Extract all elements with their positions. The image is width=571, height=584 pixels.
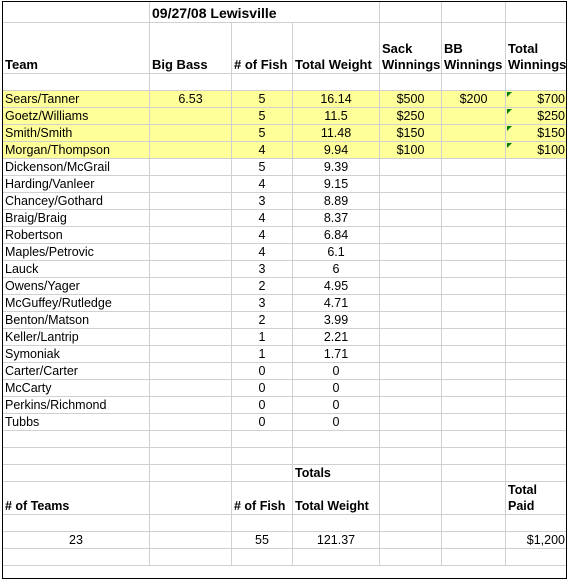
cell[interactable] — [293, 448, 380, 465]
num-fish-cell[interactable]: 1 — [232, 346, 293, 363]
total-weight-cell[interactable]: 4.95 — [293, 278, 380, 295]
cell[interactable] — [506, 74, 567, 91]
bb-winnings-cell[interactable] — [442, 414, 506, 431]
cell[interactable] — [232, 431, 293, 448]
total-winnings-cell[interactable] — [506, 193, 567, 210]
cell[interactable] — [442, 2, 506, 23]
header-num-fish[interactable]: # of Fish — [232, 23, 293, 74]
total-winnings-cell[interactable] — [506, 210, 567, 227]
sack-winnings-cell[interactable] — [380, 278, 442, 295]
total-winnings-cell[interactable]: $700 — [506, 91, 567, 108]
table-row — [3, 363, 568, 380]
num-fish-cell[interactable]: 4 — [232, 142, 293, 159]
total-winnings-cell[interactable] — [506, 227, 567, 244]
cell[interactable] — [380, 431, 442, 448]
team-cell[interactable]: Braig/Braig — [3, 210, 150, 227]
total-weight-cell[interactable]: 8.89 — [293, 193, 380, 210]
cell[interactable] — [3, 431, 150, 448]
cell[interactable] — [293, 74, 380, 91]
big-bass-cell[interactable] — [150, 346, 232, 363]
cell[interactable] — [293, 549, 380, 566]
bb-winnings-cell[interactable] — [442, 193, 506, 210]
totals-label-row — [3, 465, 568, 482]
big-bass-cell[interactable] — [150, 261, 232, 278]
total-winnings-cell[interactable] — [506, 380, 567, 397]
num-fish-cell[interactable]: 0 — [232, 363, 293, 380]
totals-num-fish-header[interactable]: # of Fish — [232, 482, 293, 515]
table-row — [3, 295, 568, 312]
table-row — [3, 380, 568, 397]
bb-winnings-cell[interactable] — [442, 312, 506, 329]
bb-winnings-cell[interactable] — [442, 142, 506, 159]
sack-winnings-cell[interactable] — [380, 329, 442, 346]
table-row — [3, 142, 568, 159]
bb-winnings-cell[interactable] — [442, 295, 506, 312]
cell[interactable] — [3, 74, 150, 91]
sack-winnings-cell[interactable] — [380, 312, 442, 329]
cell[interactable] — [506, 515, 567, 532]
sack-winnings-cell[interactable]: $250 — [380, 108, 442, 125]
total-weight-cell[interactable]: 9.39 — [293, 159, 380, 176]
cell[interactable] — [150, 448, 232, 465]
total-weight-cell[interactable]: 16.14 — [293, 91, 380, 108]
cell[interactable] — [150, 431, 232, 448]
total-weight-cell[interactable]: 11.5 — [293, 108, 380, 125]
total-winnings-cell[interactable] — [506, 159, 567, 176]
bb-winnings-cell[interactable] — [442, 261, 506, 278]
team-cell[interactable]: Symoniak — [3, 346, 150, 363]
total-winnings-cell[interactable] — [506, 312, 567, 329]
bb-winnings-cell[interactable] — [442, 159, 506, 176]
total-weight-cell[interactable]: 3.99 — [293, 312, 380, 329]
num-fish-cell[interactable]: 4 — [232, 227, 293, 244]
bb-winnings-cell[interactable] — [442, 125, 506, 142]
sack-winnings-cell[interactable]: $100 — [380, 142, 442, 159]
total-winnings-cell[interactable] — [506, 278, 567, 295]
cell[interactable] — [232, 465, 293, 482]
cell[interactable] — [442, 482, 506, 515]
big-bass-cell[interactable] — [150, 329, 232, 346]
sack-winnings-cell[interactable] — [380, 346, 442, 363]
total-weight-cell[interactable]: 0 — [293, 363, 380, 380]
title-row — [3, 2, 568, 23]
sack-winnings-cell[interactable] — [380, 193, 442, 210]
num-fish-cell[interactable]: 5 — [232, 108, 293, 125]
total-winnings-cell[interactable] — [506, 397, 567, 414]
big-bass-cell[interactable] — [150, 397, 232, 414]
sheet-title-cell[interactable] — [150, 2, 380, 23]
table-row — [3, 108, 568, 125]
total-winnings-cell[interactable]: $250 — [506, 108, 567, 125]
table-row — [3, 125, 568, 142]
total-winnings-cell[interactable] — [506, 414, 567, 431]
cell[interactable] — [506, 431, 567, 448]
big-bass-cell[interactable] — [150, 244, 232, 261]
cell[interactable] — [380, 448, 442, 465]
num-fish-cell[interactable]: 2 — [232, 278, 293, 295]
table-row — [3, 210, 568, 227]
total-weight-cell[interactable]: 0 — [293, 397, 380, 414]
cell[interactable] — [232, 74, 293, 91]
team-cell[interactable]: Carter/Carter — [3, 363, 150, 380]
team-cell[interactable]: McCarty — [3, 380, 150, 397]
total-winnings-cell[interactable] — [506, 363, 567, 380]
sheet-title: 09/27/08 Lewisville — [152, 5, 277, 21]
totals-num-fish-value[interactable]: 55 — [232, 532, 293, 549]
cell[interactable] — [150, 532, 232, 549]
big-bass-cell[interactable] — [150, 193, 232, 210]
sack-winnings-cell[interactable] — [380, 210, 442, 227]
total-weight-cell[interactable]: 6 — [293, 261, 380, 278]
header-big-bass[interactable]: Big Bass — [150, 23, 232, 74]
total-weight-cell[interactable]: 9.15 — [293, 176, 380, 193]
team-cell[interactable]: Lauck — [3, 261, 150, 278]
total-weight-cell[interactable]: 0 — [293, 380, 380, 397]
team-cell[interactable]: Harding/Vanleer — [3, 176, 150, 193]
cell[interactable] — [442, 549, 506, 566]
header-team[interactable]: Team — [3, 23, 150, 74]
bb-winnings-cell[interactable] — [442, 210, 506, 227]
bb-winnings-cell[interactable] — [442, 397, 506, 414]
totals-value-row — [3, 532, 568, 549]
bb-winnings-cell[interactable] — [442, 278, 506, 295]
team-cell[interactable]: Chancey/Gothard — [3, 193, 150, 210]
cell[interactable] — [293, 515, 380, 532]
total-winnings-cell[interactable] — [506, 244, 567, 261]
total-paid-header[interactable]: Total Paid — [506, 482, 567, 515]
big-bass-cell[interactable] — [150, 380, 232, 397]
big-bass-cell[interactable] — [150, 363, 232, 380]
total-weight-cell[interactable]: 0 — [293, 414, 380, 431]
team-cell[interactable]: Morgan/Thompson — [3, 142, 150, 159]
total-winnings-cell[interactable]: $100 — [506, 142, 567, 159]
team-cell[interactable]: Smith/Smith — [3, 125, 150, 142]
empty-row — [3, 431, 568, 448]
team-cell[interactable]: Dickenson/McGrail — [3, 159, 150, 176]
table-row — [3, 346, 568, 363]
big-bass-cell[interactable] — [150, 159, 232, 176]
empty-row — [3, 515, 568, 532]
cell[interactable] — [150, 465, 232, 482]
team-cell[interactable]: Perkins/Richmond — [3, 397, 150, 414]
sack-winnings-cell[interactable] — [380, 363, 442, 380]
cell[interactable] — [150, 515, 232, 532]
total-winnings-cell[interactable] — [506, 295, 567, 312]
cell[interactable] — [3, 465, 150, 482]
num-fish-cell[interactable]: 3 — [232, 193, 293, 210]
header-total-weight[interactable]: Total Weight — [293, 23, 380, 74]
bb-winnings-cell[interactable]: $200 — [442, 91, 506, 108]
table-row — [3, 397, 568, 414]
num-fish-cell[interactable]: 4 — [232, 244, 293, 261]
cell[interactable] — [3, 448, 150, 465]
cell[interactable] — [442, 74, 506, 91]
sack-winnings-cell[interactable]: $500 — [380, 91, 442, 108]
big-bass-cell[interactable] — [150, 312, 232, 329]
sack-winnings-cell[interactable] — [380, 244, 442, 261]
bb-winnings-cell[interactable] — [442, 244, 506, 261]
totals-weight-header[interactable]: Total Weight — [293, 482, 380, 515]
team-cell[interactable]: Benton/Matson — [3, 312, 150, 329]
bb-winnings-cell[interactable] — [442, 227, 506, 244]
sack-winnings-cell[interactable] — [380, 176, 442, 193]
header-row — [3, 23, 568, 74]
cell[interactable] — [442, 515, 506, 532]
big-bass-cell[interactable] — [150, 414, 232, 431]
cell[interactable] — [380, 549, 442, 566]
big-bass-cell[interactable] — [150, 176, 232, 193]
sack-winnings-cell[interactable] — [380, 380, 442, 397]
table-row — [3, 244, 568, 261]
big-bass-cell[interactable] — [150, 108, 232, 125]
num-fish-cell[interactable]: 0 — [232, 397, 293, 414]
cell[interactable] — [380, 515, 442, 532]
big-bass-cell[interactable] — [150, 125, 232, 142]
table-row — [3, 159, 568, 176]
cell[interactable] — [506, 465, 567, 482]
total-winnings-cell[interactable] — [506, 329, 567, 346]
header-sack-winnings[interactable]: Sack Winnings — [380, 23, 442, 74]
table-row — [3, 193, 568, 210]
cell[interactable] — [380, 465, 442, 482]
total-weight-cell[interactable]: 6.84 — [293, 227, 380, 244]
cell[interactable] — [442, 465, 506, 482]
team-cell[interactable]: Tubbs — [3, 414, 150, 431]
sack-winnings-cell[interactable] — [380, 397, 442, 414]
cell[interactable] — [442, 532, 506, 549]
num-fish-cell[interactable]: 3 — [232, 295, 293, 312]
cell[interactable] — [232, 549, 293, 566]
team-cell[interactable]: Goetz/Williams — [3, 108, 150, 125]
team-cell[interactable]: McGuffey/Rutledge — [3, 295, 150, 312]
totals-header-row — [3, 482, 568, 515]
cell[interactable] — [442, 431, 506, 448]
sack-winnings-cell[interactable] — [380, 261, 442, 278]
empty-row — [3, 549, 568, 566]
total-weight-cell[interactable]: 2.21 — [293, 329, 380, 346]
cell[interactable] — [380, 74, 442, 91]
cell[interactable] — [506, 448, 567, 465]
big-bass-cell[interactable] — [150, 210, 232, 227]
spreadsheet — [2, 1, 567, 579]
cell[interactable] — [232, 515, 293, 532]
totals-weight-value[interactable]: 121.37 — [293, 532, 380, 549]
table-row — [3, 312, 568, 329]
total-weight-cell[interactable]: 4.71 — [293, 295, 380, 312]
cell[interactable] — [442, 448, 506, 465]
table-row — [3, 329, 568, 346]
num-fish-cell[interactable]: 5 — [232, 91, 293, 108]
num-fish-cell[interactable]: 3 — [232, 261, 293, 278]
num-fish-cell[interactable]: 4 — [232, 210, 293, 227]
cell[interactable] — [232, 448, 293, 465]
table-row — [3, 91, 568, 108]
total-weight-cell[interactable]: 1.71 — [293, 346, 380, 363]
num-fish-cell[interactable]: 2 — [232, 312, 293, 329]
cell[interactable] — [3, 515, 150, 532]
total-winnings-cell[interactable]: $150 — [506, 125, 567, 142]
sack-winnings-cell[interactable] — [380, 227, 442, 244]
table-row — [3, 414, 568, 431]
team-cell[interactable]: Robertson — [3, 227, 150, 244]
empty-row — [3, 448, 568, 465]
spacer-row — [3, 74, 568, 91]
big-bass-cell[interactable] — [150, 227, 232, 244]
team-cell[interactable]: Keller/Lantrip — [3, 329, 150, 346]
team-cell[interactable]: Owens/Yager — [3, 278, 150, 295]
big-bass-cell[interactable] — [150, 142, 232, 159]
num-teams-value[interactable]: 23 — [3, 532, 150, 549]
table-row — [3, 278, 568, 295]
table-row — [3, 176, 568, 193]
cell[interactable] — [380, 2, 442, 23]
team-cell[interactable]: Maples/Petrovic — [3, 244, 150, 261]
big-bass-cell[interactable]: 6.53 — [150, 91, 232, 108]
cell[interactable] — [3, 2, 150, 23]
total-winnings-cell[interactable] — [506, 176, 567, 193]
sack-winnings-cell[interactable] — [380, 159, 442, 176]
big-bass-cell[interactable] — [150, 295, 232, 312]
total-paid-value[interactable]: $1,200 — [506, 532, 567, 549]
cell[interactable] — [380, 532, 442, 549]
cell[interactable] — [3, 549, 150, 566]
num-fish-cell[interactable]: 1 — [232, 329, 293, 346]
bb-winnings-cell[interactable] — [442, 108, 506, 125]
num-teams-header[interactable]: # of Teams — [3, 482, 150, 515]
bb-winnings-cell[interactable] — [442, 346, 506, 363]
header-total-winnings[interactable]: Total Winnings — [506, 23, 567, 74]
cell[interactable] — [506, 2, 567, 23]
cell[interactable] — [150, 549, 232, 566]
total-winnings-cell[interactable] — [506, 346, 567, 363]
sack-winnings-cell[interactable] — [380, 295, 442, 312]
results-table — [2, 1, 567, 566]
cell[interactable] — [506, 549, 567, 566]
num-fish-cell[interactable]: 0 — [232, 380, 293, 397]
total-weight-cell[interactable]: 9.94 — [293, 142, 380, 159]
table-row — [3, 261, 568, 278]
num-fish-cell[interactable]: 0 — [232, 414, 293, 431]
total-weight-cell[interactable]: 6.1 — [293, 244, 380, 261]
total-winnings-cell[interactable] — [506, 261, 567, 278]
cell[interactable] — [293, 431, 380, 448]
team-cell[interactable]: Sears/Tanner — [3, 91, 150, 108]
bb-winnings-cell[interactable] — [442, 380, 506, 397]
totals-label[interactable]: Totals — [293, 465, 380, 482]
cell[interactable] — [150, 74, 232, 91]
total-weight-cell[interactable]: 8.37 — [293, 210, 380, 227]
big-bass-cell[interactable] — [150, 278, 232, 295]
num-fish-cell[interactable]: 5 — [232, 159, 293, 176]
bb-winnings-cell[interactable] — [442, 329, 506, 346]
sack-winnings-cell[interactable] — [380, 414, 442, 431]
num-fish-cell[interactable]: 4 — [232, 176, 293, 193]
header-bb-winnings[interactable]: BB Winnings — [442, 23, 506, 74]
table-row — [3, 227, 568, 244]
cell[interactable] — [150, 482, 232, 515]
cell[interactable] — [380, 482, 442, 515]
bb-winnings-cell[interactable] — [442, 176, 506, 193]
sack-winnings-cell[interactable]: $150 — [380, 125, 442, 142]
num-fish-cell[interactable]: 5 — [232, 125, 293, 142]
total-weight-cell[interactable]: 11.48 — [293, 125, 380, 142]
bb-winnings-cell[interactable] — [442, 363, 506, 380]
